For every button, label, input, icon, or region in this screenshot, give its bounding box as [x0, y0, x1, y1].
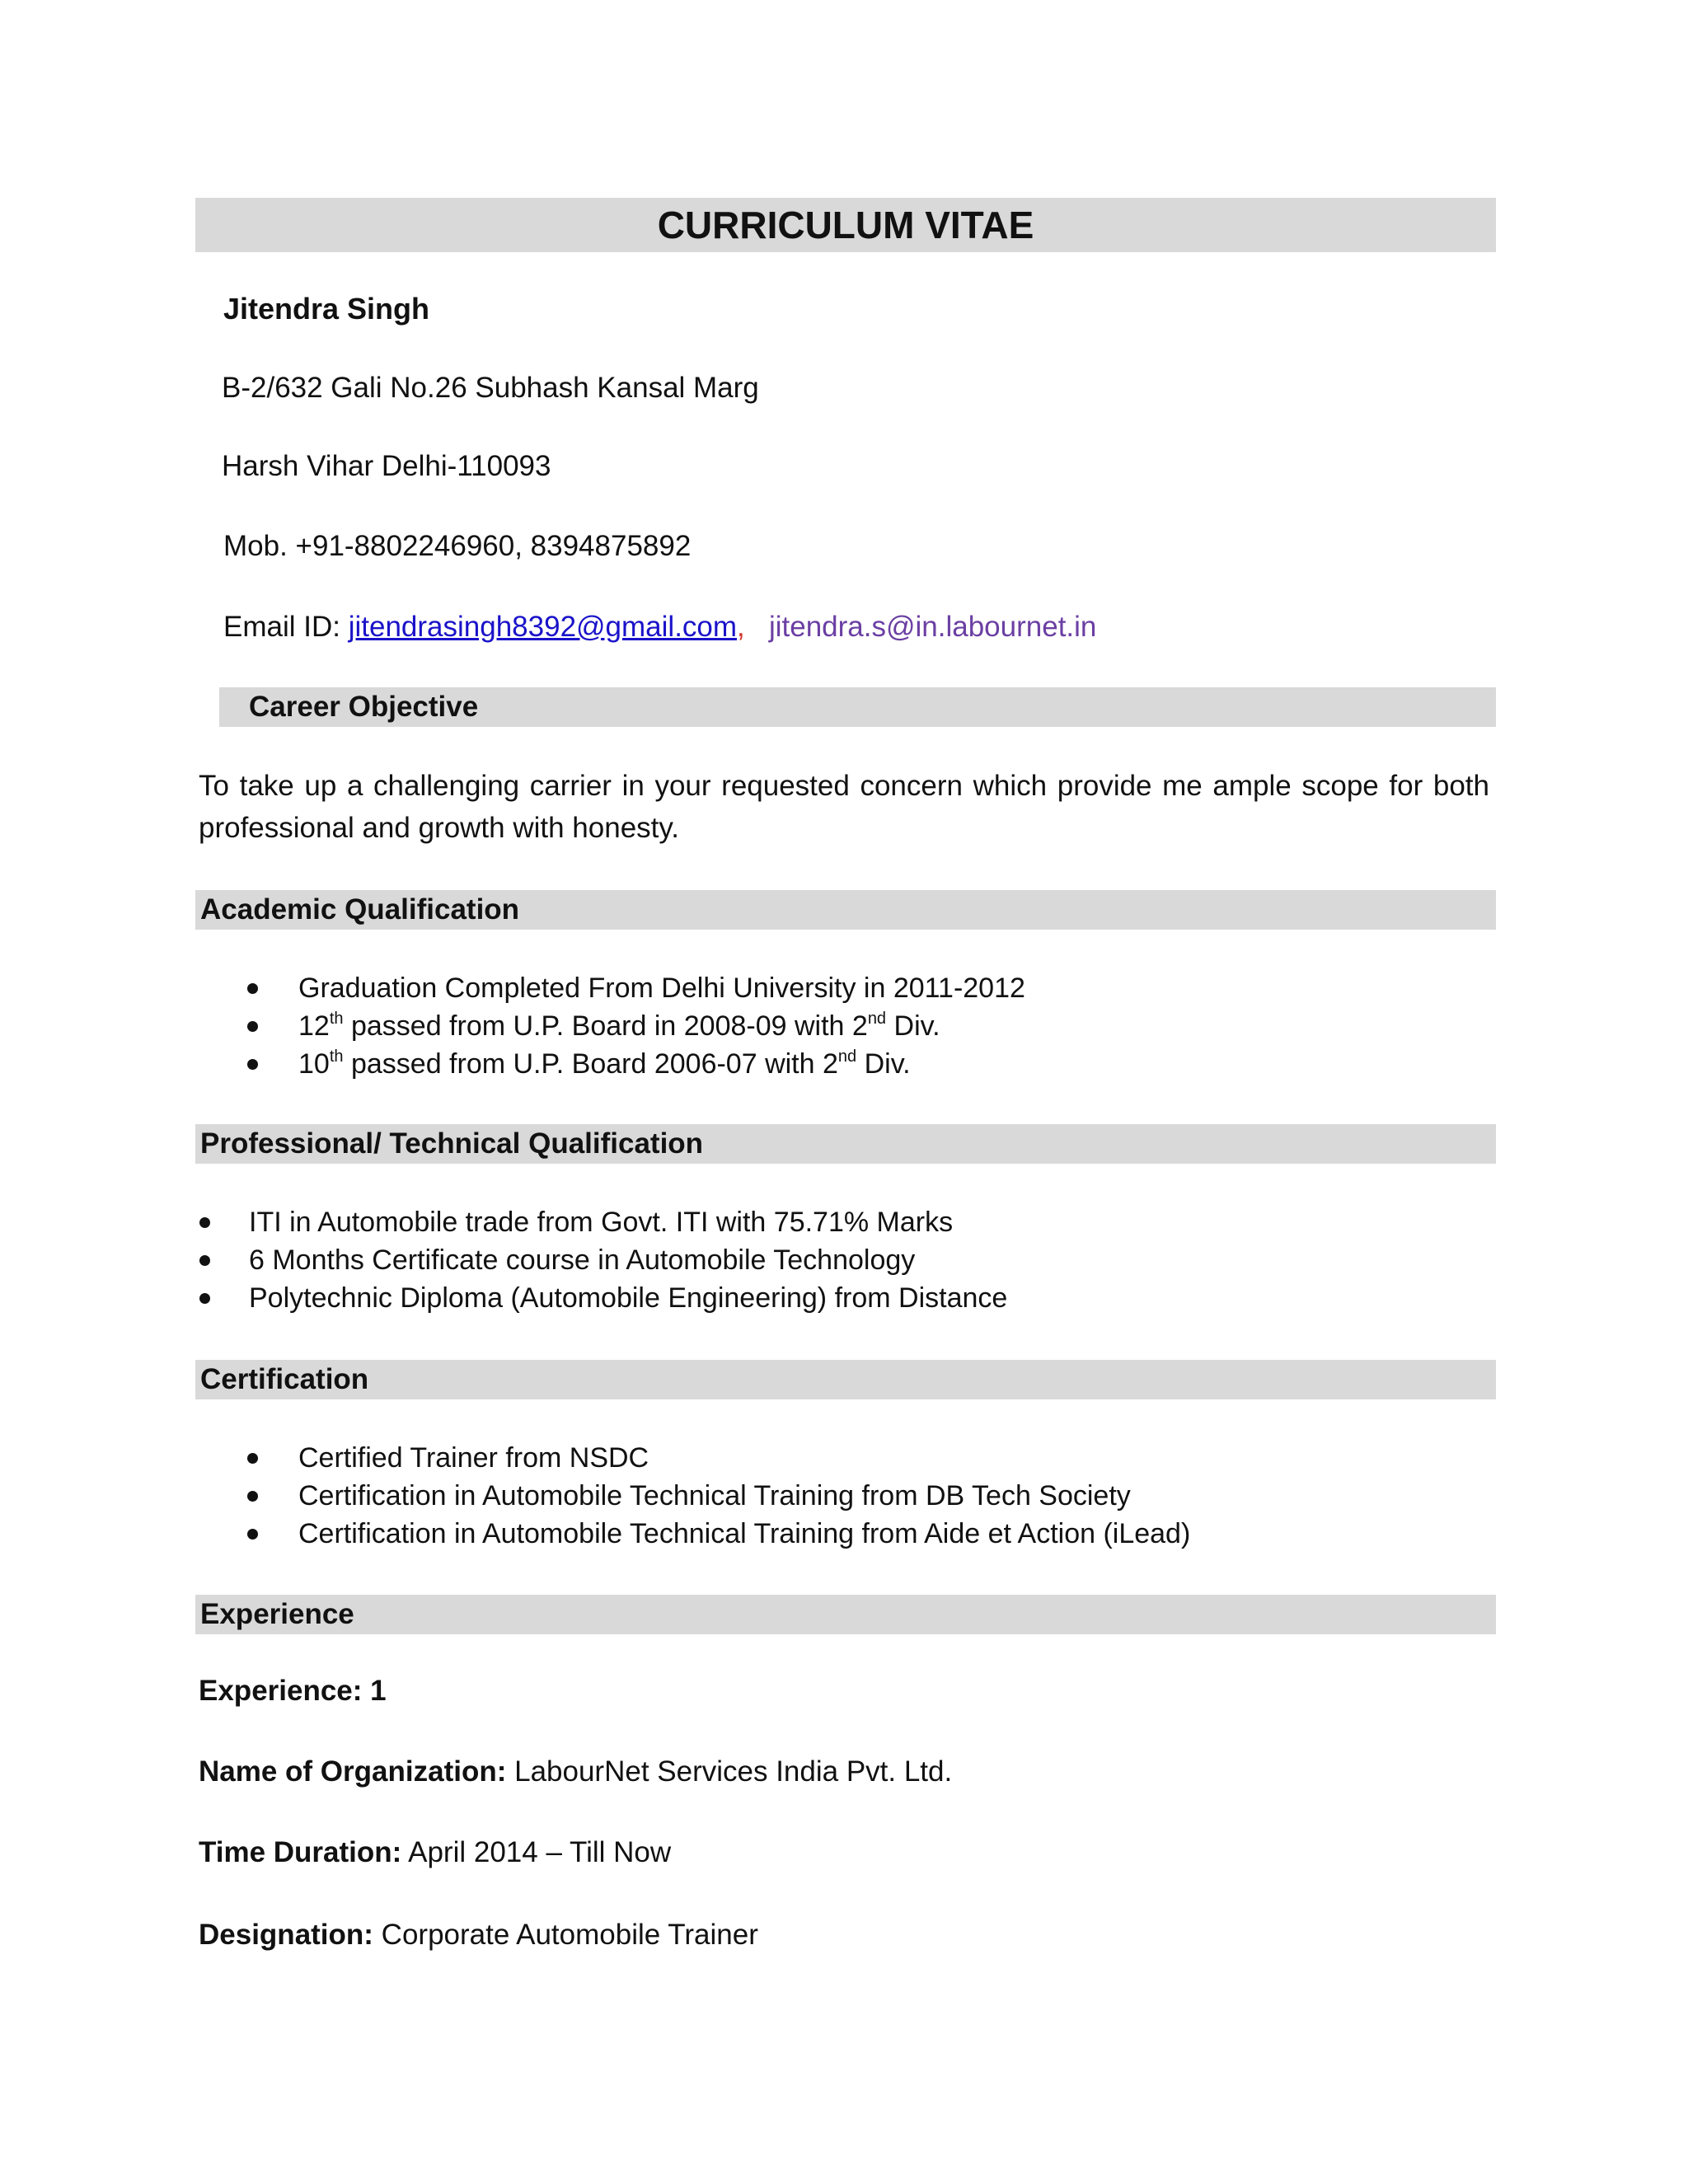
designation-label: Designation:: [199, 1919, 373, 1951]
email-separator: ,: [737, 611, 745, 643]
designation-value: Corporate Automobile Trainer: [373, 1919, 758, 1951]
academic-heading: Academic Qualification: [195, 890, 1496, 930]
address-line-2: Harsh Vihar Delhi-110093: [222, 450, 551, 482]
candidate-name: Jitendra Singh: [223, 292, 430, 326]
duration-value: April 2014 – Till Now: [401, 1836, 672, 1868]
duration-row: [199, 1836, 671, 1869]
list-item: 6 Months Certificate course in Automobile Technology: [249, 1241, 1007, 1279]
document-title: CURRICULUM VITAE: [195, 198, 1496, 252]
career-objective-text: To take up a challenging carrier in your requested concern which provide me ample scope for both professional and growth with honesty.: [199, 770, 1489, 844]
career-objective-heading: Career Objective: [219, 687, 1496, 727]
bullet-icon: [247, 1529, 258, 1540]
bullet-icon: [199, 1217, 210, 1228]
list-item: 10th passed from U.P. Board 2006-07 with 2nd Div.: [298, 1045, 1025, 1083]
organization-row: [199, 1755, 952, 1788]
address-line-1: B-2/632 Gali No.26 Subhash Kansal Marg: [222, 372, 759, 404]
email-link-gmail[interactable]: jitendrasingh8392@gmail.com: [348, 611, 738, 643]
list-item: 12th passed from U.P. Board in 2008-09 with 2nd Div.: [298, 1007, 1025, 1045]
certification-list: [298, 1439, 1190, 1553]
bullet-icon: [247, 1021, 258, 1032]
list-item: Graduation Completed From Delhi University in 2011-2012: [298, 969, 1025, 1007]
bullet-icon: [247, 1453, 258, 1464]
list-item: Certified Trainer from NSDC: [298, 1439, 1190, 1477]
email-row: [223, 611, 1096, 644]
organization-value: LabourNet Services India Pvt. Ltd.: [506, 1755, 953, 1788]
email-link-labournet[interactable]: jitendra.s@in.labournet.in: [768, 611, 1097, 643]
experience-heading: Experience: [195, 1595, 1496, 1634]
duration-label: Time Duration:: [199, 1836, 402, 1868]
bullet-icon: [247, 983, 258, 994]
email-label: Email ID:: [223, 611, 349, 643]
bullet-icon: [199, 1255, 210, 1266]
bullet-icon: [199, 1293, 210, 1304]
bullet-icon: [247, 1059, 258, 1070]
academic-list: [298, 969, 1025, 1083]
list-item: ITI in Automobile trade from Govt. ITI with 75.71% Marks: [249, 1203, 1007, 1241]
certification-heading: Certification: [195, 1360, 1496, 1399]
experience-number: Experience: 1: [199, 1675, 387, 1707]
professional-list: [249, 1203, 1007, 1317]
organization-label: Name of Organization:: [199, 1755, 507, 1788]
list-item: Certification in Automobile Technical Training from Aide et Action (iLead): [298, 1515, 1190, 1553]
list-item: Certification in Automobile Technical Training from DB Tech Society: [298, 1477, 1190, 1515]
professional-heading: Professional/ Technical Qualification: [195, 1124, 1496, 1164]
list-item: Polytechnic Diploma (Automobile Engineering) from Distance: [249, 1279, 1007, 1317]
mobile-numbers: Mob. +91-8802246960, 8394875892: [223, 530, 692, 562]
designation-row: [199, 1919, 758, 1952]
bullet-icon: [247, 1491, 258, 1502]
